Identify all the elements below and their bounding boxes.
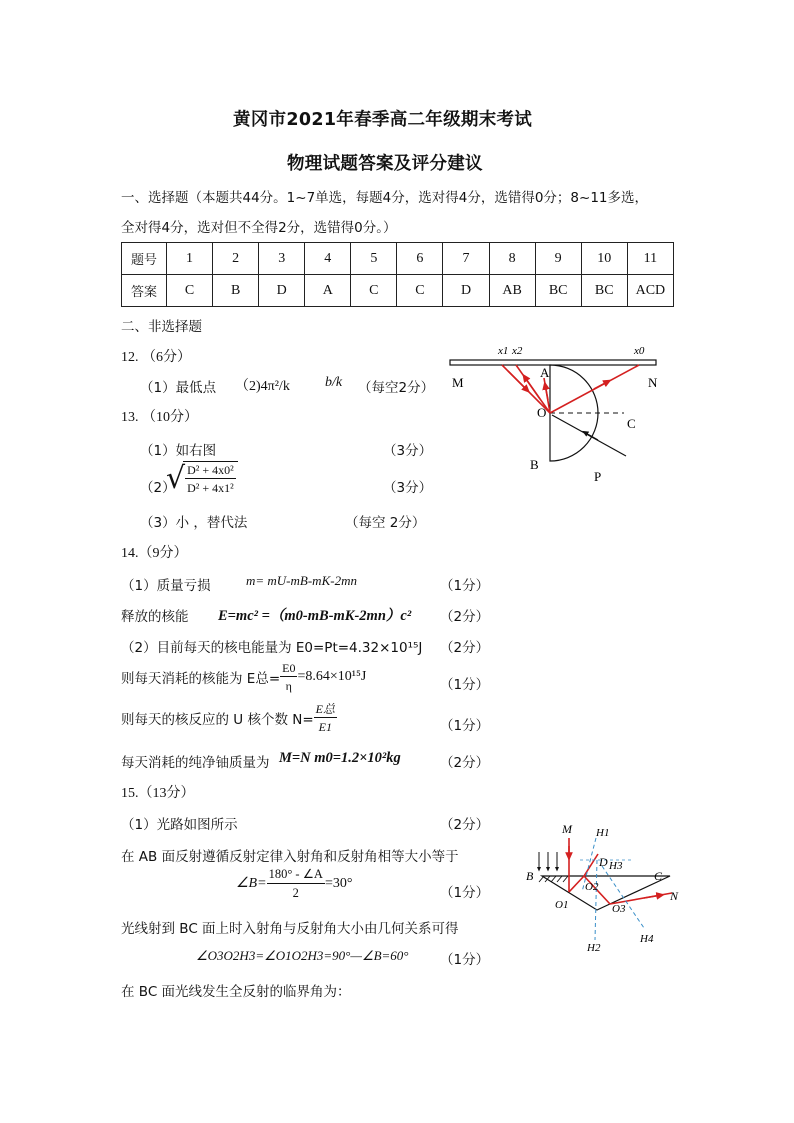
q14-line5-prefix: 则每天的核反应的 U 核个数 N= <box>121 712 314 728</box>
label-O: O <box>537 405 547 420</box>
answer-table <box>121 242 674 307</box>
q14-line4-score: （1分） <box>440 677 490 693</box>
table-cell-number: 5 <box>351 243 397 275</box>
q15-line4: 光线射到 BC 面上时入射角与反射角大小由几何关系可得 <box>121 921 459 937</box>
table-cell-answer: C <box>397 275 443 307</box>
part1-instructions-line2: 全对得4分，选对但不全得2分，选错得0分。） <box>121 220 397 236</box>
table-cell-answer: C <box>167 275 213 307</box>
q15-line3-suffix: =30° <box>324 875 353 891</box>
q14-line1-text: （1）质量亏损 <box>121 578 211 594</box>
q13-answer3: （3）小 ，替代法 <box>140 515 248 531</box>
label-H4: H4 <box>640 933 654 945</box>
table-cell-number: 1 <box>167 243 213 275</box>
document-subtitle: 物理试题答案及评分建议 <box>287 154 483 174</box>
table-cell-answer: ACD <box>627 275 673 307</box>
label-B: B <box>526 869 534 883</box>
document-title: 黄冈市2021年春季高二年级期末考试 <box>233 110 533 130</box>
label-N: N <box>670 889 679 903</box>
q15-line3-numerator: 180° - ∠A <box>267 868 325 884</box>
q14-line4-numerator: E0 <box>282 661 296 675</box>
q14-line4-denominator: η <box>285 679 292 693</box>
q14-line4-suffix: =8.64×10¹⁵J <box>297 669 367 684</box>
q15-line3 <box>236 868 352 899</box>
q14-line4 <box>121 662 366 692</box>
q14-line2-text: 释放的核能 <box>121 609 189 625</box>
table-cell-number: 10 <box>581 243 627 275</box>
q15-line3-score: （1分） <box>440 885 490 901</box>
label-x2: x2 <box>512 345 523 357</box>
q12-answer1: （1）最低点 <box>140 380 217 396</box>
table-cell-answer: B <box>213 275 259 307</box>
label-x1: x1 <box>498 345 509 357</box>
ray-up-D <box>584 854 598 876</box>
q15-line1-score: （2分） <box>440 817 490 833</box>
label-M: M <box>452 375 464 390</box>
table-cell-number: 4 <box>305 243 351 275</box>
ray-reflect-1 <box>569 876 584 892</box>
label-N: N <box>648 375 658 390</box>
normal-dashed-H2 <box>595 860 597 940</box>
table-cell-answer: A <box>305 275 351 307</box>
label-O2: O2 <box>585 881 599 893</box>
q14-line6-formula: M=N m0=1.2×10²kg <box>279 750 401 766</box>
normal-dashed-H4 <box>602 866 644 928</box>
label-M: M <box>562 822 572 836</box>
table-cell-answer: AB <box>489 275 535 307</box>
label-O1: O1 <box>555 899 569 911</box>
q14-line5 <box>121 703 337 733</box>
q14-line1-score: （1分） <box>440 578 490 594</box>
q13-score1: （3分） <box>383 443 433 459</box>
q13-answer2-formula <box>166 461 238 497</box>
q15-line1: （1）光路如图所示 <box>121 817 238 833</box>
q15-line5-score: （1分） <box>440 952 490 968</box>
q12-title: 12. （6分） <box>121 350 191 365</box>
part2-heading: 二、非选择题 <box>121 319 202 335</box>
q13-score2: （3分） <box>383 480 433 496</box>
q14-line5-numerator: E总 <box>315 702 336 716</box>
table-cell-number: 6 <box>397 243 443 275</box>
table-cell-answer: BC <box>535 275 581 307</box>
square-root <box>166 461 238 497</box>
q13-score3: （每空 2分） <box>345 515 426 531</box>
q14-title: 14.（9分） <box>121 546 188 561</box>
table-cell-number: 8 <box>489 243 535 275</box>
ray-arrow <box>545 384 548 400</box>
q15-line3-denominator: 2 <box>292 885 299 900</box>
q12-score-note: （每空2分） <box>358 380 435 396</box>
q14-line5-denominator: E1 <box>318 720 333 734</box>
q14-line2-score: （2分） <box>440 609 490 625</box>
ray-arrow <box>644 895 662 898</box>
label-C: C <box>654 869 663 883</box>
q13-answer2-prefix: （2） <box>140 480 176 496</box>
q14-line4-prefix: 则每天消耗的核能为 E总= <box>121 671 281 687</box>
radical-sign-icon: √ <box>166 461 186 496</box>
table-cell-number: 11 <box>627 243 673 275</box>
screen-bar <box>450 360 656 365</box>
table-cell-number: 7 <box>443 243 489 275</box>
q13-fraction-numerator: D² + 4x0² <box>187 463 234 477</box>
q15-line6: 在 BC 面光线发生全反射的临界角为： <box>121 984 351 1000</box>
table-header-label: 题号 <box>122 243 167 275</box>
label-C: C <box>627 416 636 431</box>
figure-prism-light-path <box>522 820 692 955</box>
q15-title: 15.（13分） <box>121 786 195 801</box>
figure-semicircle-optics <box>444 338 680 490</box>
label-H3: H3 <box>609 860 623 872</box>
q13-title: 13. （10分） <box>121 410 198 425</box>
q14-line6-text: 每天消耗的纯净铀质量为 <box>121 755 270 771</box>
table-cell-number: 2 <box>213 243 259 275</box>
table-cell-number: 3 <box>259 243 305 275</box>
table-row-numbers <box>122 243 674 275</box>
q13-fraction-denominator: D² + 4x1² <box>187 481 234 495</box>
q14-line1-formula: m= mU-mB-mK-2mn <box>246 573 357 588</box>
table-cell-answer: BC <box>581 275 627 307</box>
label-x0: x0 <box>634 345 645 357</box>
table-cell-answer: D <box>443 275 489 307</box>
table-answer-label: 答案 <box>122 275 167 307</box>
label-A: A <box>540 365 550 380</box>
table-row-answers <box>122 275 674 307</box>
ray-arrow <box>594 381 609 389</box>
q12-answer3: b/k <box>325 375 343 390</box>
q12-answer2: （2)4π²/k <box>235 379 290 394</box>
label-O3: O3 <box>612 903 626 915</box>
q14-line5-score: （1分） <box>440 718 490 734</box>
q15-line2: 在 AB 面反射遵循反射定律入射角和反射角相等大小等于 <box>121 849 459 865</box>
label-P: P <box>594 469 602 484</box>
label-D: D <box>599 855 608 869</box>
q14-line6-score: （2分） <box>440 755 490 771</box>
q15-line5: ∠O3O2H3=∠O1O2H3=90°—∠B=60° <box>196 948 409 963</box>
table-cell-answer: C <box>351 275 397 307</box>
part1-instructions-line1: 一、选择题（本题共44分。1~7单选，每题4分，选对得4分，选错得0分；8~11多选， <box>121 190 649 206</box>
label-H1: H1 <box>596 827 610 839</box>
table-cell-answer: D <box>259 275 305 307</box>
label-H2: H2 <box>587 942 601 954</box>
q14-line2-formula: E=mc² =（m0-mB-mK-2mn）c² <box>218 608 412 624</box>
q13-answer1: （1）如右图 <box>140 443 217 459</box>
q14-line3-score: （2分） <box>440 640 490 656</box>
q14-line3-text: （2）目前每天的核电能量为 E0=Pt=4.32×10¹⁵J <box>121 640 423 656</box>
ray-arrow <box>508 371 528 391</box>
table-cell-number: 9 <box>535 243 581 275</box>
label-B: B <box>530 457 539 472</box>
q15-line3-prefix: ∠B= <box>236 876 267 891</box>
